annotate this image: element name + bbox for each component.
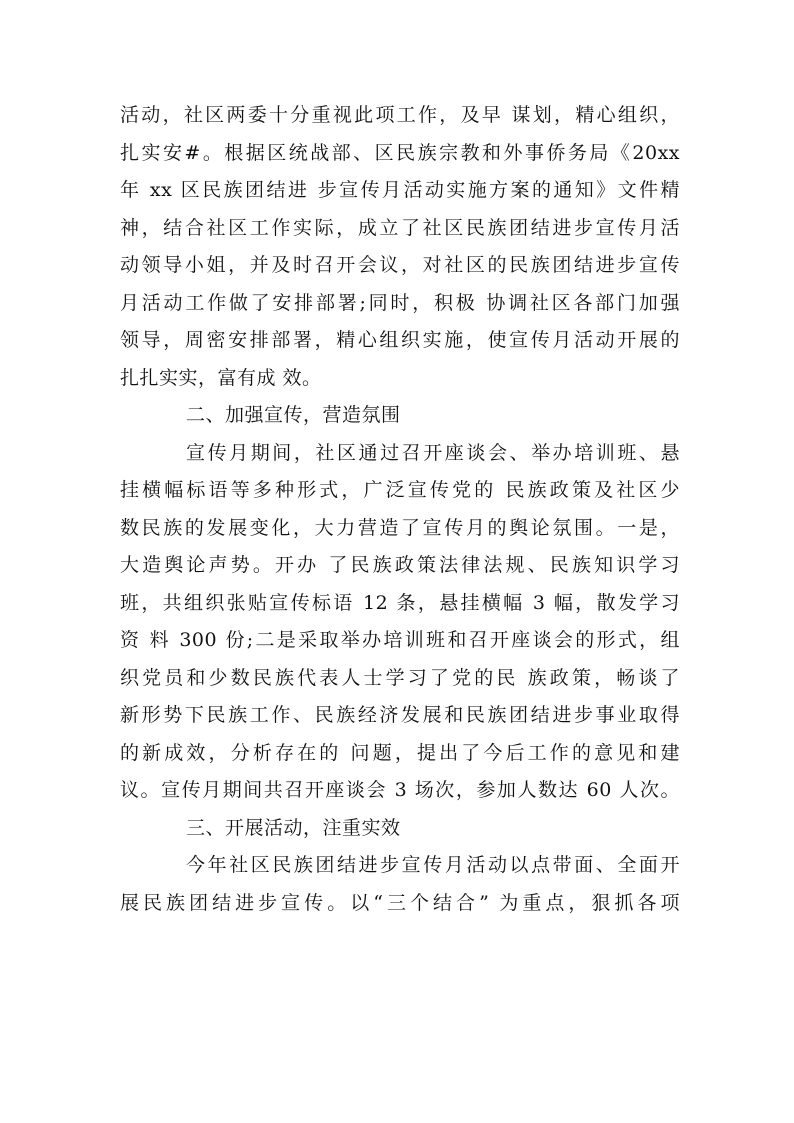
text-line: 挂横幅标语等多种形式，广泛宣传党的 民族政策及社区少 (120, 479, 680, 501)
text-line: 数民族的发展变化，大力营造了宣传月的舆论氛围。一是， (120, 516, 680, 539)
section-heading: 三、开展活动，注重实效 (186, 816, 401, 839)
text-line: 领导，周密安排部署，精心组织实施，使宣传月活动开展的 (120, 329, 680, 351)
text-line: 年 xx 区民族团结进 步宣传月活动实施方案的通知》文件精 (120, 179, 680, 201)
text-line: 神，结合社区工作实际，成立了社区民族团结进步宣传月活 (120, 216, 680, 239)
text-line: 议。宣传月期间共召开座谈会 3 场次，参加人数达 60 人次。 (120, 779, 680, 801)
text-line: 宣传月期间，社区通过召开座谈会、举办培训班、悬 (186, 441, 680, 464)
text-line: 的新成效，分析存在的 问题，提出了今后工作的意见和建 (120, 741, 680, 764)
text-line: 班，共组织张贴宣传标语 12 条，悬挂横幅 3 幅，散发学习 (120, 591, 680, 614)
text-line: 扎扎实实，富有成 效。 (120, 366, 322, 389)
text-line: 扎实安#。根据区统战部、区民族宗教和外事侨务局《20xx (120, 141, 680, 164)
text-line: 今年社区民族团结进步宣传月活动以点带面、全面开 (186, 854, 680, 876)
text-line: 活动，社区两委十分重视此项工作，及早 谋划，精心组织， (120, 104, 680, 126)
text-line: 动领导小姐，并及时召开会议，对社区的民族团结进步宣传 (120, 254, 680, 276)
text-line: 新形势下民族工作、民族经济发展和民族团结进步事业取得 (120, 704, 680, 726)
section-heading: 二、加强宣传，营造氛围 (186, 404, 401, 426)
text-line: 织党员和少数民族代表人士学习了党的民 族政策，畅谈了 (120, 666, 680, 689)
document-body (120, 97, 680, 922)
text-line: 大造舆论声势。开办 了民族政策法律法规、民族知识学习 (120, 554, 680, 576)
text-line: 展民族团结进步宣传。以“三个结合” 为重点，狠抓各项 (120, 891, 680, 914)
text-line: 月活动工作做了安排部署;同时，积极 协调社区各部门加强 (120, 291, 680, 314)
text-line: 资 料 300 份;二是采取举办培训班和召开座谈会的形式，组 (120, 629, 680, 651)
